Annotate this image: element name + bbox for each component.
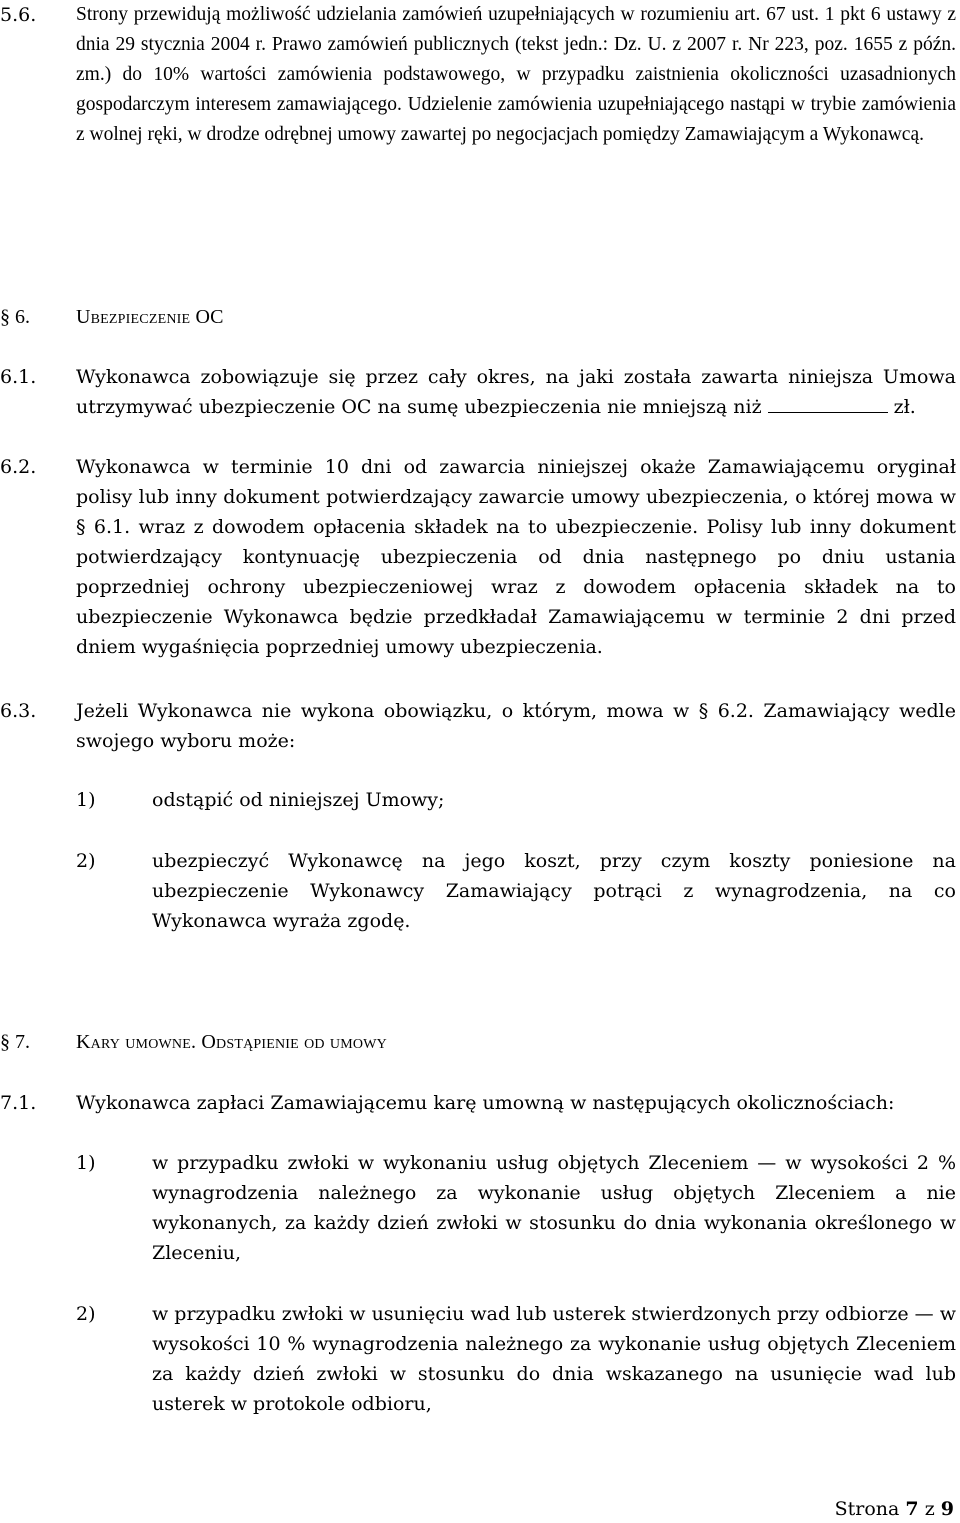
section-5-6-text-a: Strony przewidują możliwość udzielania zamówień uzupełniających w rozumieniu art. 67 ust. 1 pkt 6 ustawy z dnia 29 stycznia 2004 r. Prawo zamówień publicznych (tekst jedn.: Dz. U. z 2007 r. Nr 223, poz. 1655 z późn. zm.) do 10% wartości zamówienia podstawowego, w przypadku zaistnienia okoliczności uzasadnionych gospodarczym interesem zamawiającego. (76, 4, 956, 115)
section-5-6-text-b: Udzielenie zamówienia uzupełniającego nastąpi w trybie zamówienia z wolnej ręki, w drodze odrębnej umowy zawartej po negocjacjach pomiędzy Zamawiającym a Wykonawcą. (76, 94, 956, 145)
section-5-6-text (76, 0, 956, 150)
list-item: w przypadku zwłoki w wykonaniu usług objętych Zleceniem — w wysokości 2 % wynagrodzenia należnego za wykonanie usług objętych Zleceniem a nie wykonanych, za każdy dzień zwłoki w stosunku do dnia wykonania określonego w Zleceniu, (152, 1152, 956, 1264)
list-item-number: 2) (76, 1303, 96, 1325)
section-number-6-1: 6.1. (0, 366, 37, 388)
footer-total-pages: 9 (940, 1498, 954, 1520)
list-item-number: 2) (76, 850, 96, 872)
heading-6-num: 6. (15, 306, 30, 328)
list-item: w przypadku zwłoki w usunięciu wad lub usterek stwierdzonych przy odbiorze — w wysokości 10 % wynagrodzenia należnego za wykonanie usług objętych Zleceniem za każdy dzień zwłoki w stosunku do dnia wskazanego na usunięcie wad lub usterek w protokole odbioru, (152, 1303, 956, 1415)
footer-page-number: 7 (905, 1498, 919, 1520)
paragraph-symbol: § (0, 306, 10, 328)
section-6-1-body: Wykonawca zobowiązuje się przez cały okres, na jaki została zawarta niniejsza Umowa utrzymywać ubezpieczenie OC na sumę ubezpieczenia nie mniejszą niż (76, 366, 956, 418)
section-6-3-text: Jeżeli Wykonawca nie wykona obowiązku, o którym, mowa w § 6.2. Zamawiający wedle swojego wyboru może: (76, 700, 956, 752)
blank-amount-field (768, 394, 888, 413)
footer-label: Strona (834, 1498, 900, 1520)
list-item: odstąpić od niniejszej Umowy; (152, 789, 445, 811)
page-footer (835, 1497, 954, 1521)
currency-suffix: zł. (893, 396, 916, 418)
heading-7-number (0, 1027, 30, 1057)
section-6-2-text: Wykonawca w terminie 10 dni od zawarcia niniejszej okaże Zamawiającemu oryginał polisy lub inny dokument potwierdzający zawarcie umowy ubezpieczenia, o której mowa w § 6.1. wraz z dowodem opłacenia składek na to ubezpieczenie. Polisy lub inny dokument potwierdzający kontynuację ubezpieczenia od dnia następnego po dniu ustania poprzedniej ochrony ubezpieczeniowej wraz z dowodem opłacenia składek na to ubezpieczenie Wykonawca będzie przedkładał Zamawiającemu w terminie 2 dni przed dniem wygaśnięcia poprzedniej umowy ubezpieczenia. (76, 456, 956, 658)
heading-7-title: Kary umowne. Odstąpienie od umowy (76, 1031, 387, 1053)
heading-7-num: 7. (15, 1031, 30, 1053)
section-number-6-3: 6.3. (0, 700, 37, 722)
list-item: ubezpieczyć Wykonawcę na jego koszt, przy czym koszty poniesione na ubezpieczenie Wykonawcy Zamawiający potrąci z wynagrodzenia, na co Wykonawca wyraża zgodę. (152, 850, 956, 932)
footer-of: z (924, 1498, 935, 1520)
list-item-number: 1) (76, 1152, 96, 1174)
heading-6-title: Ubezpieczenie OC (76, 306, 224, 328)
paragraph-symbol: § (0, 1031, 10, 1053)
section-6-1-text (76, 362, 956, 422)
section-number-7-1: 7.1. (0, 1092, 37, 1114)
section-number-6-2: 6.2. (0, 456, 37, 478)
section-7-1-text: Wykonawca zapłaci Zamawiającemu karę umowną w następujących okolicznościach: (76, 1092, 895, 1114)
section-number-5-6: 5.6. (0, 4, 37, 26)
heading-6-number (0, 302, 30, 332)
list-item-number: 1) (76, 789, 96, 811)
